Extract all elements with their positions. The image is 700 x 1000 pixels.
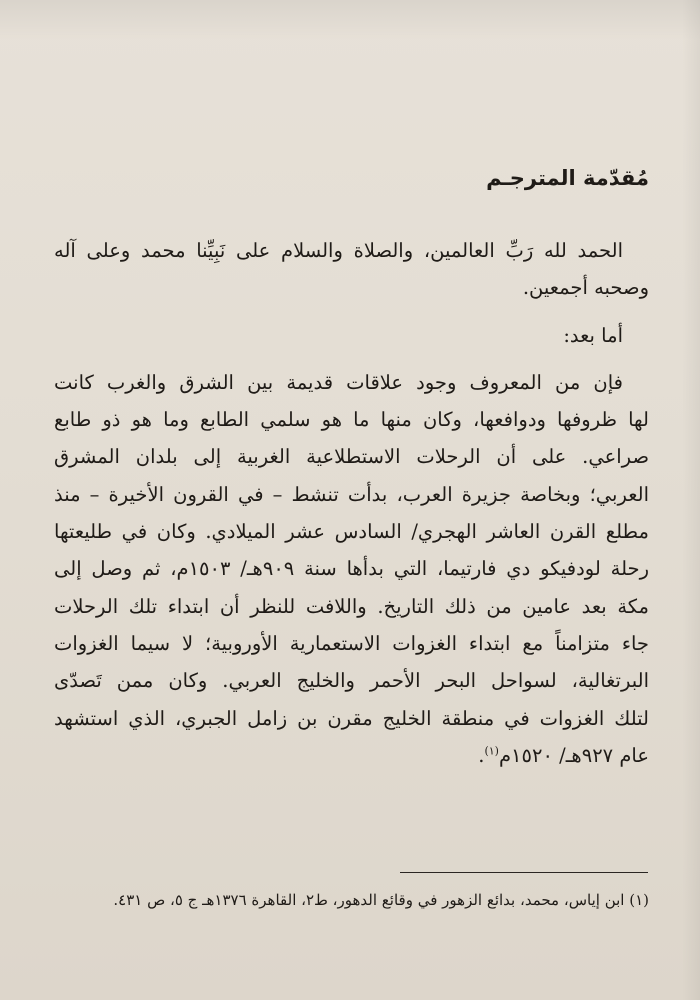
text-line: صراعي. على أن الرحلات الاستطلاعية الغربية إلى بلدان المشرق bbox=[54, 445, 649, 469]
footnote-divider bbox=[400, 872, 648, 873]
text-line-last: عام ٩٢٧هـ/ ١٥٢٠م$^{(١)}$. bbox=[478, 743, 649, 767]
page-top-shadow bbox=[0, 0, 700, 40]
text-line: مطلع القرن العاشر الهجري/ السادس عشر الميلادي. وكان في طليعتها bbox=[54, 520, 649, 544]
text-line: جاء متزامناً مع ابتداء الغزوات الاستعمارية الأوروبية؛ لا سيما الغزوات bbox=[54, 631, 649, 655]
text-line: مكة بعد عامين من ذلك التاريخ. واللافت للنظر أن ابتداء تلك الرحلات bbox=[54, 594, 649, 618]
paragraph-opening bbox=[54, 232, 649, 307]
text-line: أما بعد: bbox=[563, 323, 623, 347]
page-edge-shadow bbox=[682, 0, 700, 1000]
page-body bbox=[54, 160, 649, 774]
paragraph-main bbox=[54, 364, 649, 774]
text-line: فإن من المعروف وجود علاقات قديمة بين الشرق والغرب كانت bbox=[54, 370, 623, 394]
text-line: البرتغالية، لسواحل البحر الأحمر والخليج العربي. وكان ممن تَصدّى bbox=[54, 669, 649, 693]
footnote-marker: (١) bbox=[484, 744, 499, 758]
paragraph-amma-baad bbox=[54, 317, 649, 354]
text-line: الحمد لله رَبِّ العالمين، والصلاة والسلام على نَبِيِّنا محمد وعلى آله bbox=[54, 239, 623, 262]
text-line: رحلة لودفيكو دي فارتيما، التي بدأها سنة ٩٠٩هـ/ ١٥٠٣م، ثم وصل إلى bbox=[54, 557, 649, 581]
section-heading: مُقدّمة المترجـم bbox=[486, 166, 649, 190]
text-line: العربي؛ وبخاصة جزيرة العرب، بدأت تنشط – في القرون الأخيرة – منذ bbox=[54, 482, 649, 506]
text-line: لها ظروفها ودوافعها، وكان منها ما هو سلمي الطابع وما هو ذو طابع bbox=[54, 408, 649, 432]
text-line: وصحبه أجمعين. bbox=[522, 276, 649, 300]
text-line: لتلك الغزوات في منطقة الخليج مقرن بن زامل الجبري، الذي استشهد bbox=[54, 706, 649, 730]
text-line-content: عام ٩٢٧هـ/ ١٥٢٠م bbox=[498, 743, 649, 767]
footnote: (١) ابن إياس، محمد، بدائع الزهور في وقائع الدهور، ط٢، القاهرة ١٣٧٦هـ ج ٥، ص ٤٣١. bbox=[113, 891, 649, 909]
